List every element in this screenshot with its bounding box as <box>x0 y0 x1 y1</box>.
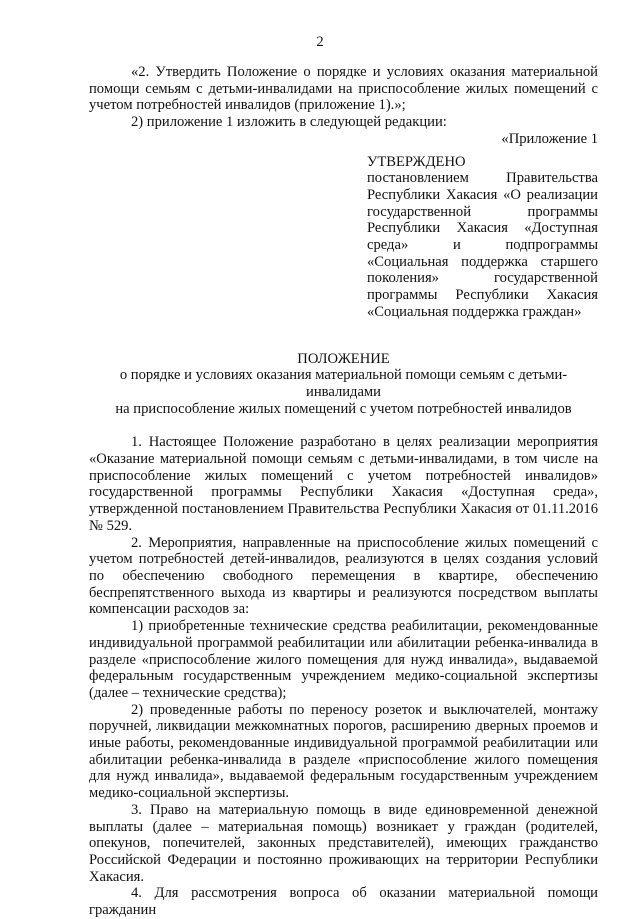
spacer <box>89 417 598 434</box>
paragraph-3: 3. Право на материальную помощь в виде единовременной денежной выплаты (далее – материальная помощь) возникает у граждан (родителей, опекунов, попечителей, законных представителей), имеющих гражданство Российской Федерации и постоянно проживающих на территории Республики Хакасия. <box>89 801 598 885</box>
subitem-2: 2) проведенные работы по переносу розеток и выключателей, монтажу поручней, ликвидации межкомнатных порогов, расширению дверных проемов и иные работы, рекомендованные индивидуальной программой реабилитации или абилитации ребенка-инвалида в разделе «приспособление жилого помещения для нужд инвалида», выдаваемой федеральным государственным учреждением медико-социальной экспертизы. <box>89 701 598 802</box>
approval-block <box>367 154 598 321</box>
document-subtitle-line-2: на приспособление жилых помещений с учетом потребностей инвалидов <box>115 400 572 417</box>
paragraph-2: 2. Мероприятия, направленные на приспособление жилых помещений с учетом потребностей детей-инвалидов, реализуются в целях создания условий по обеспечению свободного перемещения в квартире, обеспечению беспрепятственного выхода из квартиры и реализуются посредством выплаты компенсации расходов за: <box>89 534 598 618</box>
paragraph-4: 4. Для рассмотрения вопроса об оказании материальной помощи гражданин <box>89 885 598 919</box>
intro-paragraph-1: «2. Утвердить Положение о порядке и условиях оказания материальной помощи семьям с детьми-инвалидами на приспособление жилых помещений с учетом потребностей инвалидов (приложение 1).»; <box>89 64 598 114</box>
intro-paragraph-2: 2) приложение 1 изложить в следующей редакции: <box>131 114 447 131</box>
appendix-label: «Приложение 1 <box>501 130 598 147</box>
page-content <box>89 64 598 919</box>
document-subtitle-line-1: о порядке и условиях оказания материальной помощи семьям с детьми-инвалидами <box>119 367 568 400</box>
page-number: 2 <box>316 34 324 50</box>
approval-title: УТВЕРЖДЕНО <box>367 153 466 170</box>
paragraph-1: 1. Настоящее Положение разработано в целях реализации мероприятия «Оказание материальной помощи семьям с детьми-инвалидами, в том числе на приспособление жилых помещений с учетом потребностей инвалидов» государственной программы Республики Хакасия «Доступная среда», утвержденной постановлением Правительства Республики Хакасия от 01.11.2016 № 529. <box>89 434 598 534</box>
approval-body: постановлением Правительства Республики Хакасия «О реализации государственной программы Республики Хакасия «Доступная среда» и подпрограммы «Социальная поддержка старшего поколения» государственной программы Республики Хакасия «Социальная поддержка граждан» <box>367 170 598 320</box>
document-title: ПОЛОЖЕНИЕ <box>297 350 390 367</box>
subitem-1: 1) приобретенные технические средства реабилитации, рекомендованные индивидуальной программой реабилитации или абилитации ребенка-инвалида в разделе «приспособление жилого помещения для нужд инвалида», выдаваемой федеральным государственным учреждением медико-социальной экспертизы (далее – технические средства); <box>89 618 598 701</box>
